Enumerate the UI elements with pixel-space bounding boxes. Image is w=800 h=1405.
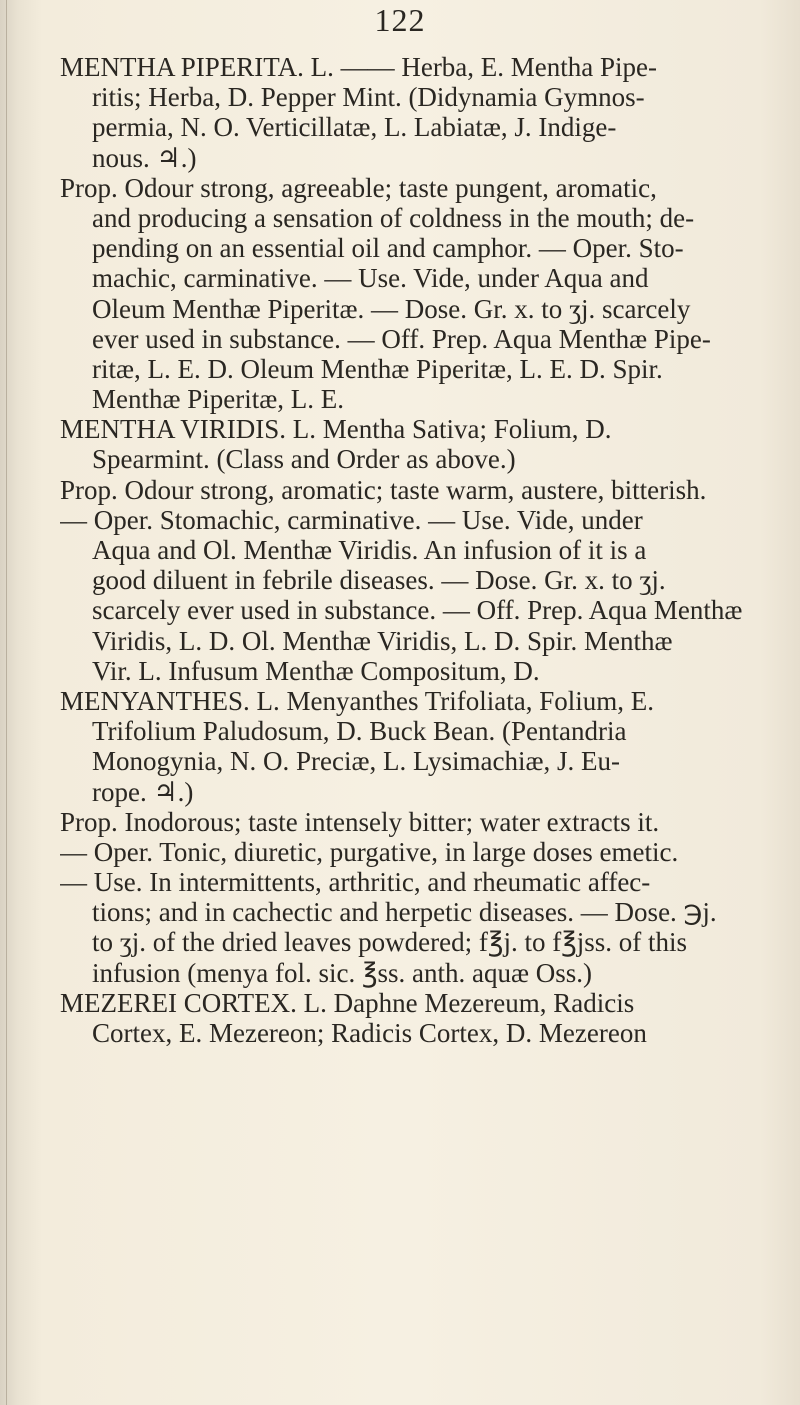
text-line: Spearmint. (Class and Order as above.) [92,444,516,475]
text-line: Oleum Menthæ Piperitæ. — Dose. Gr. x. to ʒj. scarcely [92,293,691,324]
text-line: Vir. L. Infusum Menthæ Compositum, D. [92,655,540,686]
text-line: pending on an essential oil and camphor. — Oper. Sto- [92,233,684,264]
text-line: ritæ, L. E. D. Oleum Menthæ Piperitæ, L. E. D. Spir. [92,353,663,384]
text-line: — Oper. Stomachic, carminative. — Use. Vide, under [60,504,643,535]
text-line: tions; and in cachectic and herpetic diseases. — Dose. ℈j. [92,897,717,928]
text-line: rope. ♃.) [92,776,194,807]
entry-mentha-viridis [60,414,790,686]
text-line: MEZEREI CORTEX. L. Daphne Mezereum, Radicis [60,987,635,1018]
text-line: Cortex, E. Mezereon; Radicis Cortex, D. Mezereon [92,1018,647,1048]
text-line: Aqua and Ol. Menthæ Viridis. An infusion of it is a [92,535,647,565]
text-line: Prop. Odour strong, aromatic; taste warm, austere, bitterish. [60,474,707,505]
text-line: — Use. In intermittents, arthritic, and rheumatic affec- [60,867,651,898]
text-line: scarcely ever used in substance. — Off. Prep. Aqua Menthæ [92,595,743,626]
entry-mentha-piperita [60,52,790,414]
text-line: — Oper. Tonic, diuretic, purgative, in large doses emetic. [60,836,679,867]
text-line: Menthæ Piperitæ, L. E. [92,384,344,415]
text-line: MENTHA VIRIDIS. L. Mentha Sativa; Folium, D. [60,414,612,445]
page-gutter [6,0,7,1405]
text-line: Trifolium Paludosum, D. Buck Bean. (Pentandria [92,716,627,747]
text-line: Monogynia, N. O. Preciæ, L. Lysimachiæ, J. Eu- [92,746,620,777]
text-line: infusion (menya fol. sic. ℥ss. anth. aquæ Oss.) [92,957,593,988]
text-line: ever used in substance. — Off. Prep. Aqua Menthæ Pipe- [92,323,711,354]
text-line: and producing a sensation of coldness in the mouth; de- [92,202,695,233]
text-line: to ʒj. of the dried leaves powdered; f℥j. to f℥jss. of this [92,927,688,958]
text-line: nous. ♃.) [92,142,197,173]
entry-menyanthes [60,686,790,988]
text-line: MENTHA PIPERITA. L. —— Herba, E. Mentha Pipe- [60,52,658,82]
text-line: ritis; Herba, D. Pepper Mint. (Didynamia Gymnos- [92,82,645,113]
text-line: good diluent in febrile diseases. — Dose. Gr. x. to ʒj. [92,565,666,596]
text-line: machic, carminative. — Use. Vide, under Aqua and [92,263,649,294]
entry-mezerei-cortex [60,988,790,1048]
text-line: Prop. Inodorous; taste intensely bitter; water extracts it. [60,806,660,837]
text-line: permia, N. O. Verticillatæ, L. Labiatæ, J. Indige- [92,112,617,143]
text-line: Viridis, L. D. Ol. Menthæ Viridis, L. D. Spir. Menthæ [92,625,673,656]
text-block [60,52,790,1048]
text-line: Prop. Odour strong, agreeable; taste pungent, aromatic, [60,172,657,203]
page-number: 122 [374,2,426,38]
text-line: MENYANTHES. L. Menyanthes Trifoliata, Folium, E. [60,685,654,716]
